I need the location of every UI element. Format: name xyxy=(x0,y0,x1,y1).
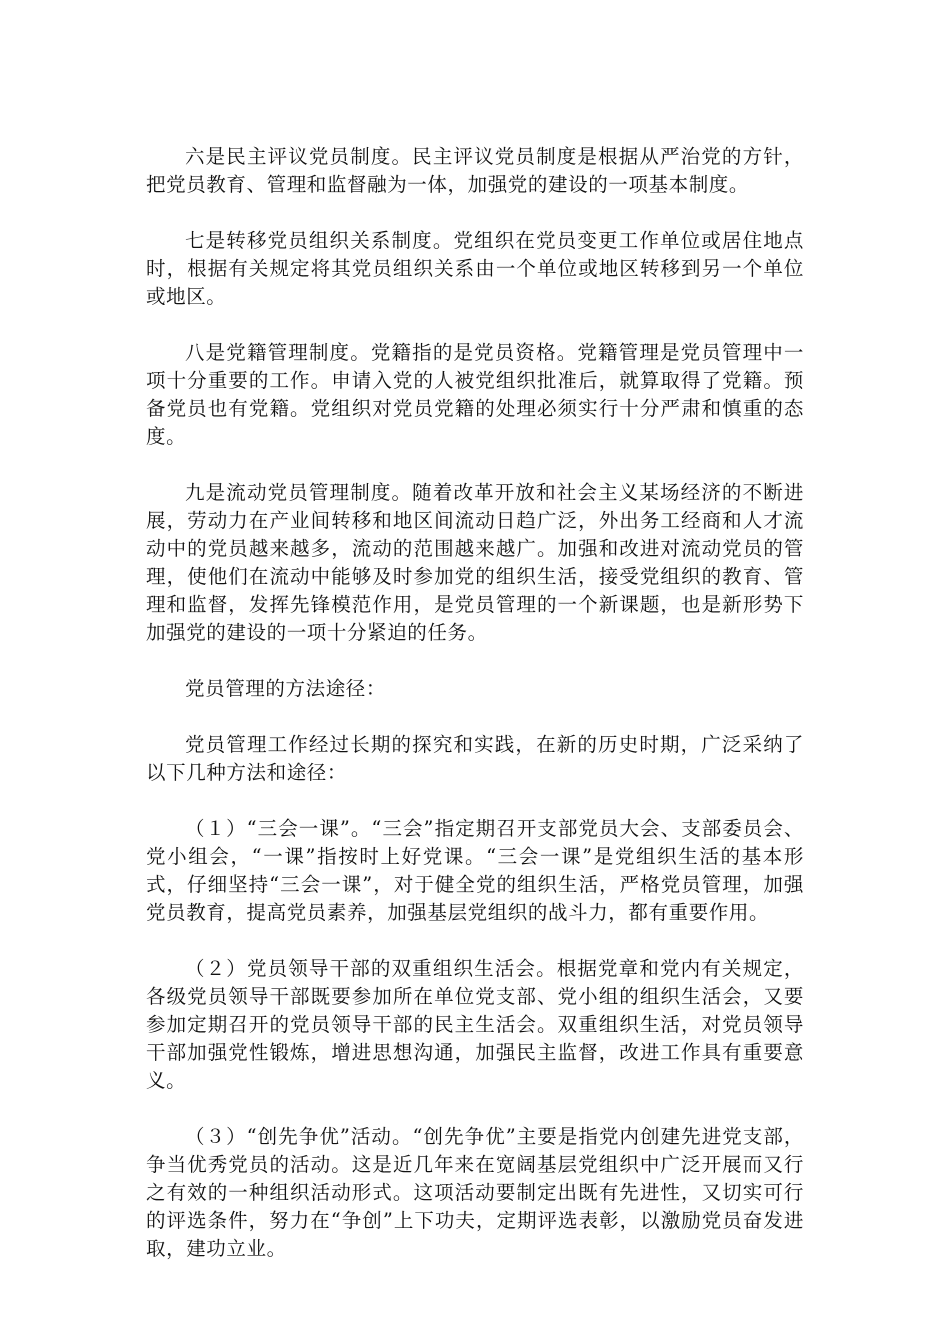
paragraph-system-seven: 七是转移党员组织关系制度。党组织在党员变更工作单位或居住地点时，根据有关规定将其党员组织关系由一个单位或地区转移到另一个单位或地区。 xyxy=(146,229,804,308)
document-body xyxy=(146,143,804,1291)
section-heading-methods: 党员管理的方法途径： xyxy=(185,677,387,700)
paragraph-methods-intro: 党员管理工作经过长期的探究和实践，在新的历史时期，广泛采纳了以下几种方法和途径： xyxy=(146,733,804,784)
paragraph-system-nine: 九是流动党员管理制度。随着改革开放和社会主义某场经济的不断进展，劳动力在产业间转移和地区间流动日趋广泛，外出务工经商和人才流动中的党员越来越多，流动的范围越来越广。加强和改进对流动党员的管理，使他们在流动中能够及时参加党的组织生活，接受党组织的教育、管理和监督，发挥先锋模范作用，是党员管理的一个新课题，也是新形势下加强党的建设的一项十分紧迫的任务。 xyxy=(146,481,804,644)
paragraph-method-three: （３）“创先争优”活动。“创先争优”主要是指党内创建先进党支部，争当优秀党员的活动。这是近几年来在宽阔基层党组织中广泛开展而又行之有效的一种组织活动形式。这项活动要制定出既有先进性，又切实可行的评选条件，努力在“争创”上下功夫，定期评选表彰，以激励党员奋发进取，建功立业。 xyxy=(146,1125,804,1260)
paragraph-system-eight: 八是党籍管理制度。党籍指的是党员资格。党籍管理是党员管理中一项十分重要的工作。申请入党的人被党组织批准后，就算取得了党籍。预备党员也有党籍。党组织对党员党籍的处理必须实行十分严肃和慎重的态度。 xyxy=(146,341,804,448)
paragraph-system-six: 六是民主评议党员制度。民主评议党员制度是根据从严治党的方针，把党员教育、管理和监督融为一体，加强党的建设的一项基本制度。 xyxy=(146,145,804,196)
paragraph-method-one: （１）“三会一课”。“三会”指定期召开支部党员大会、支部委员会、党小组会，“一课”指按时上好党课。“三会一课”是党组织生活的基本形式，仔细坚持“三会一课”，对于健全党的组织生活，严格党员管理，加强党员教育，提高党员素养，加强基层党组织的战斗力，都有重要作用。 xyxy=(146,817,804,924)
paragraph-method-two: （２）党员领导干部的双重组织生活会。根据党章和党内有关规定，各级党员领导干部既要参加所在单位党支部、党小组的组织生活会，又要参加定期召开的党员领导干部的民主生活会。双重组织生活，对党员领导干部加强党性锻炼，增进思想沟通，加强民主监督，改进工作具有重要意义。 xyxy=(146,957,804,1092)
